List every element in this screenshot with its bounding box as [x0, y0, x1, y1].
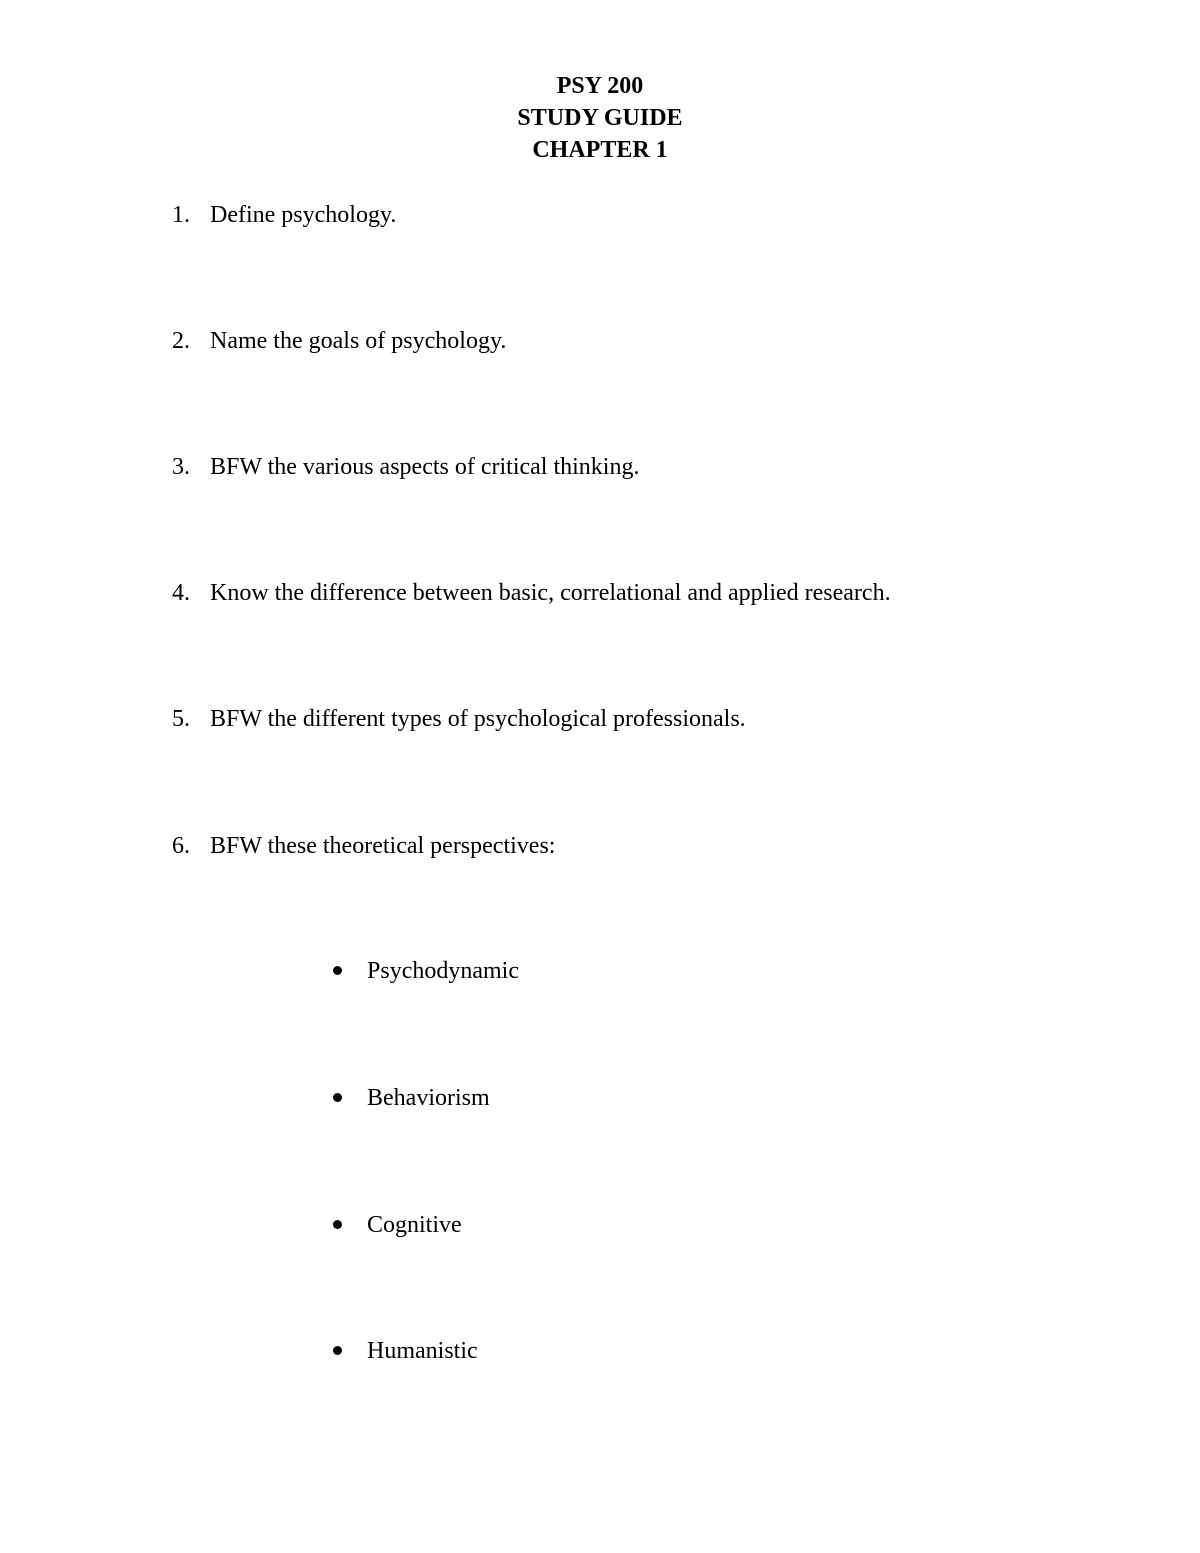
question-item — [172, 830, 555, 862]
bullet-icon — [333, 1093, 342, 1102]
bullet-icon — [333, 966, 342, 975]
question-item — [172, 325, 506, 357]
course-code: PSY 200 — [556, 73, 644, 99]
question-text: Know the difference between basic, correlational and applied research. — [210, 580, 891, 606]
question-item — [172, 451, 639, 483]
chapter-heading: CHAPTER 1 — [532, 137, 668, 163]
question-number: 4. — [172, 580, 190, 606]
question-number: 1. — [172, 202, 190, 228]
question-text: Name the goals of psychology. — [210, 328, 507, 354]
question-number: 2. — [172, 328, 190, 354]
question-number: 5. — [172, 706, 190, 732]
perspective-label: Humanistic — [367, 1338, 478, 1364]
question-text: Define psychology. — [210, 202, 397, 228]
document-header — [0, 70, 1200, 166]
question-item — [172, 199, 396, 231]
perspective-item — [333, 1335, 478, 1367]
question-item — [172, 577, 891, 609]
perspective-item — [333, 955, 519, 987]
perspective-label: Cognitive — [367, 1212, 462, 1238]
bullet-icon — [333, 1220, 342, 1229]
question-text: BFW these theoretical perspectives: — [210, 833, 556, 859]
perspective-item — [333, 1082, 490, 1114]
question-number: 6. — [172, 833, 190, 859]
perspective-label: Behaviorism — [367, 1085, 490, 1111]
question-text: BFW the various aspects of critical thinking. — [210, 454, 640, 480]
question-item — [172, 703, 746, 735]
perspective-item — [333, 1209, 462, 1241]
document-title: STUDY GUIDE — [517, 105, 683, 131]
question-text: BFW the different types of psychological professionals. — [210, 706, 746, 732]
question-number: 3. — [172, 454, 190, 480]
perspective-label: Psychodynamic — [367, 958, 519, 984]
bullet-icon — [333, 1346, 342, 1355]
